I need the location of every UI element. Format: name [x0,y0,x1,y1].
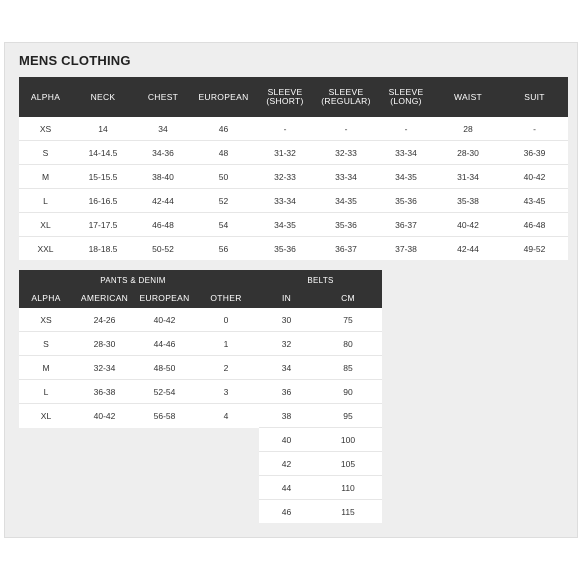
table-cell: 31-32 [255,141,315,165]
table-cell: 17-17.5 [72,213,134,237]
mens-clothing-table [19,77,568,260]
table-cell [136,452,193,476]
table-cell: 31-34 [435,165,501,189]
table-cell: 95 [314,404,382,428]
pants-belts-table [19,270,382,523]
table-cell: 24-26 [73,308,136,332]
table-cell: 14 [72,117,134,141]
table-cell: XXL [19,237,72,261]
table-cell: 28-30 [73,332,136,356]
column-header: AMERICAN [73,287,136,308]
table-cell: 46-48 [501,213,568,237]
table-cell: 36-37 [377,213,435,237]
table-cell: 35-36 [377,189,435,213]
group-header-belts: BELTS [259,270,382,287]
table-row [19,213,568,237]
table-cell [73,500,136,524]
table-row [19,380,382,404]
table-cell: 33-34 [315,165,377,189]
column-header: EUROPEAN [136,287,193,308]
column-header: SLEEVE (SHORT) [255,77,315,117]
size-chart-panel [4,42,578,538]
table-cell: 36-38 [73,380,136,404]
table-group-header-row [19,270,382,287]
table-cell: 110 [314,476,382,500]
table-cell: M [19,356,73,380]
table-cell: 54 [192,213,255,237]
table-cell [73,452,136,476]
table-cell: 30 [259,308,314,332]
table-cell: 105 [314,452,382,476]
table-cell: 42-44 [134,189,192,213]
table-cell: 16-16.5 [72,189,134,213]
table-row [19,237,568,261]
table-cell: 3 [193,380,259,404]
table-cell: 37-38 [377,237,435,261]
table-cell: 32-34 [73,356,136,380]
table-cell: - [255,117,315,141]
table-cell: M [19,165,72,189]
table-cell: 32 [259,332,314,356]
table-cell: 52 [192,189,255,213]
table-cell: 18-18.5 [72,237,134,261]
table-cell [136,500,193,524]
table-cell: - [501,117,568,141]
table-cell: 34 [259,356,314,380]
table-cell: S [19,141,72,165]
table-cell: 34-35 [255,213,315,237]
table-row [19,476,382,500]
table-cell: 85 [314,356,382,380]
column-header: SLEEVE (REGULAR) [315,77,377,117]
table-cell: L [19,380,73,404]
table-cell: 40-42 [73,404,136,428]
table-cell: 40-42 [435,213,501,237]
column-header: NECK [72,77,134,117]
table-cell: - [377,117,435,141]
table-cell: 15-15.5 [72,165,134,189]
table-cell: 0 [193,308,259,332]
table-row [19,189,568,213]
group-header-pants: PANTS & DENIM [73,270,193,287]
column-header: CHEST [134,77,192,117]
table-cell: 1 [193,332,259,356]
table-cell: 36-39 [501,141,568,165]
table-cell: 33-34 [255,189,315,213]
table-cell: 43-45 [501,189,568,213]
table-cell: XS [19,117,72,141]
group-spacer [19,270,73,287]
column-header: ALPHA [19,287,73,308]
table-row [19,308,382,332]
table-cell: XL [19,404,73,428]
table-cell: 36-37 [315,237,377,261]
table-cell: 40 [259,428,314,452]
table-cell: 56 [192,237,255,261]
table-cell: 35-38 [435,189,501,213]
table-cell: 46-48 [134,213,192,237]
table-cell: 35-36 [255,237,315,261]
table-cell: S [19,332,73,356]
table-row [19,404,382,428]
table-cell [193,500,259,524]
table-cell: 56-58 [136,404,193,428]
column-header: SUIT [501,77,568,117]
page-title: MENS CLOTHING [19,53,131,68]
table-row [19,356,382,380]
table-cell: 44-46 [136,332,193,356]
column-header: CM [314,287,382,308]
table-row [19,452,382,476]
table-cell: 34 [134,117,192,141]
table-cell [193,428,259,452]
table-cell [73,428,136,452]
table-row [19,500,382,524]
table-cell [19,476,73,500]
table-cell: 34-35 [377,165,435,189]
table-cell: 46 [192,117,255,141]
table-cell: 40-42 [501,165,568,189]
table-cell [19,452,73,476]
table-cell: 49-52 [501,237,568,261]
table-cell: L [19,189,72,213]
table-cell: 42 [259,452,314,476]
table-cell [193,476,259,500]
table-cell: 40-42 [136,308,193,332]
table-cell: 46 [259,500,314,524]
table-row [19,117,568,141]
table-cell: 34-36 [134,141,192,165]
table-row [19,332,382,356]
table-row [19,428,382,452]
table-cell [136,476,193,500]
table-cell: 32-33 [255,165,315,189]
table-cell: 38-40 [134,165,192,189]
table-cell: 28-30 [435,141,501,165]
table-cell: 52-54 [136,380,193,404]
column-header: EUROPEAN [192,77,255,117]
table-cell: 2 [193,356,259,380]
table-cell: 48-50 [136,356,193,380]
table-cell [73,476,136,500]
table-header-row [19,287,382,308]
table-cell: 42-44 [435,237,501,261]
table-cell: 36 [259,380,314,404]
table-cell: 34-35 [315,189,377,213]
table-cell [19,500,73,524]
column-header: SLEEVE (LONG) [377,77,435,117]
table-cell: 35-36 [315,213,377,237]
table-cell [136,428,193,452]
table-cell: 44 [259,476,314,500]
table-cell [193,452,259,476]
column-header: ALPHA [19,77,72,117]
table-cell: 38 [259,404,314,428]
table-header-row [19,77,568,117]
table-cell: 4 [193,404,259,428]
table-cell: 50 [192,165,255,189]
table-cell: 115 [314,500,382,524]
table-row [19,141,568,165]
table-cell: 33-34 [377,141,435,165]
column-header: OTHER [193,287,259,308]
table-cell [19,428,73,452]
table-cell: 90 [314,380,382,404]
table-cell: 75 [314,308,382,332]
group-spacer [193,270,259,287]
table-cell: 32-33 [315,141,377,165]
table-cell: 100 [314,428,382,452]
table-cell: 50-52 [134,237,192,261]
table-cell: 14-14.5 [72,141,134,165]
table-cell: 48 [192,141,255,165]
table-cell: 80 [314,332,382,356]
table-cell: XS [19,308,73,332]
table-cell: XL [19,213,72,237]
table-cell: 28 [435,117,501,141]
column-header: WAIST [435,77,501,117]
column-header: IN [259,287,314,308]
table-cell: - [315,117,377,141]
table-row [19,165,568,189]
